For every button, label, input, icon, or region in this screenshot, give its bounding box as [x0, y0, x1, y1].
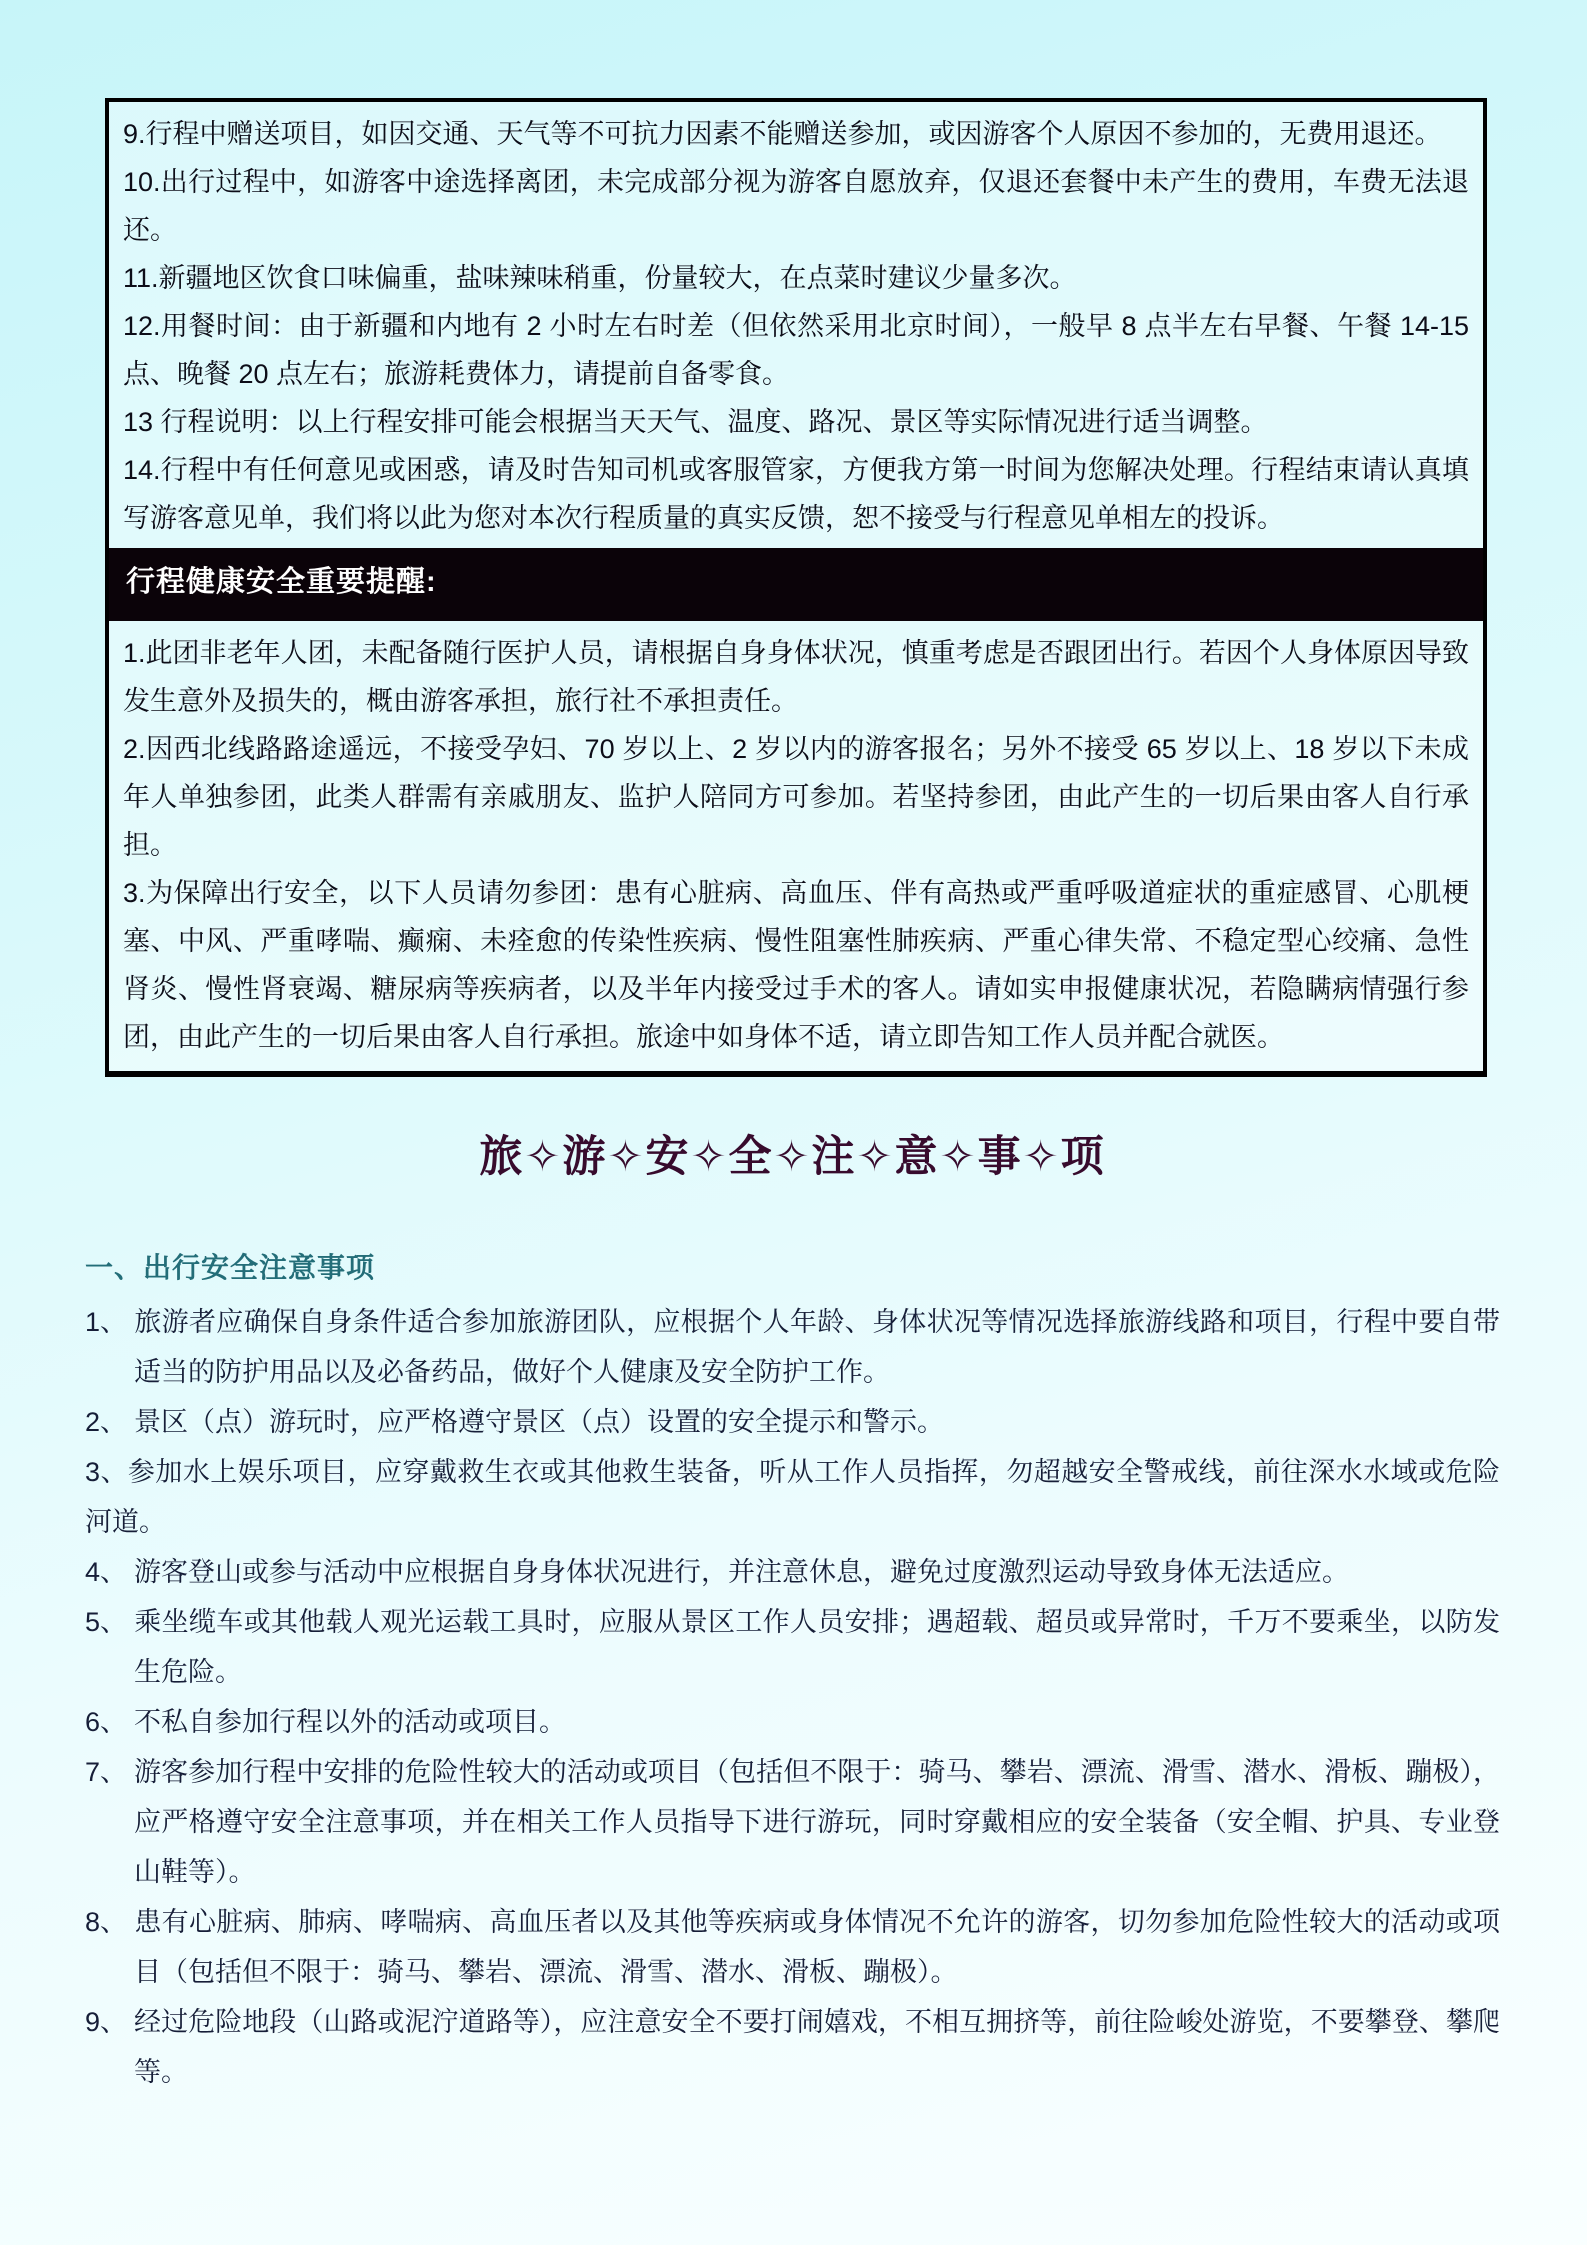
item-text: 经过危险地段（山路或泥泞道路等），应注意安全不要打闹嬉戏，不相互拥挤等，前往险峻处游览，不要攀登、攀爬等。 — [134, 2006, 1500, 2087]
notice-item — [123, 302, 1469, 398]
notice-box — [105, 98, 1487, 1077]
item-text: 不私自参加行程以外的活动或项目。 — [134, 1706, 566, 1737]
item-number: 1、 — [85, 1307, 128, 1338]
item-number: 2. — [123, 734, 146, 765]
notice-item — [123, 254, 1469, 302]
item-text: 参加水上娱乐项目，应穿戴救生衣或其他救生装备，听从工作人员指挥，勿超越安全警戒线，前往深水水域或危险河道。 — [85, 1457, 1500, 1538]
item-text: 出行过程中，如游客中途选择离团，未完成部分视为游客自愿放弃，仅退还套餐中未产生的费用，车费无法退还。 — [123, 167, 1469, 246]
item-text: 行程中赠送项目，如因交通、天气等不可抗力因素不能赠送参加，或因游客个人原因不参加的，无费用退还。 — [145, 119, 1442, 149]
health-item — [123, 725, 1469, 869]
section-heading-travel-safety: 一、出行安全注意事项 — [85, 1252, 376, 1284]
safety-item — [85, 1298, 1500, 1398]
item-text: 行程说明：以上行程安排可能会根据当天天气、温度、路况、景区等实际情况进行适当调整。 — [160, 407, 1268, 438]
item-number: 12. — [123, 311, 161, 342]
safety-notice-title: 旅✧游✧安✧全✧注✧意✧事✧项 — [479, 1133, 1106, 1182]
item-text: 用餐时间：由于新疆和内地有 2 小时左右时差（但依然采用北京时间），一般早 8 点半左右早餐、午餐 14-15 点、晚餐 20 点左右；旅游耗费体力，请提前自备零食。 — [123, 311, 1469, 390]
item-number: 14. — [123, 455, 161, 486]
item-number: 1. — [123, 638, 146, 669]
safety-item — [85, 1998, 1500, 2098]
health-reminder-header: 行程健康安全重要提醒: — [109, 548, 1483, 621]
health-item — [123, 869, 1469, 1061]
item-number: 9. — [123, 119, 146, 149]
safety-item — [85, 1398, 1500, 1448]
notice-item — [123, 110, 1469, 158]
item-text: 乘坐缆车或其他载人观光运载工具时，应服从景区工作人员安排；遇超载、超员或异常时，千万不要乘坐，以防发生危险。 — [134, 1607, 1500, 1688]
item-text: 游客参加行程中安排的危险性较大的活动或项目（包括但不限于：骑马、攀岩、漂流、滑雪、潜水、滑板、蹦极），应严格遵守安全注意事项，并在相关工作人员指导下进行游玩，同时穿戴相应的安全装备（安全帽、护具、专业登山鞋等）。 — [134, 1756, 1500, 1887]
item-number: 2、 — [85, 1407, 128, 1438]
item-text: 旅游者应确保自身条件适合参加旅游团队，应根据个人年龄、身体状况等情况选择旅游线路和项目，行程中要自带适当的防护用品以及必备药品，做好个人健康及安全防护工作。 — [134, 1307, 1500, 1388]
item-text: 患有心脏病、肺病、哮喘病、高血压者以及其他等疾病或身体情况不允许的游客，切勿参加危险性较大的活动或项目（包括但不限于：骑马、攀岩、漂流、滑雪、潜水、滑板、蹦极）。 — [134, 1906, 1500, 1987]
item-number: 3、 — [85, 1457, 128, 1488]
item-number: 10. — [123, 167, 161, 198]
safety-item — [85, 1898, 1500, 1998]
item-text: 为保障出行安全，以下人员请勿参团：患有心脏病、高血压、伴有高热或严重呼吸道症状的重症感冒、心肌梗塞、中风、严重哮喘、癫痫、未痊愈的传染性疾病、慢性阻塞性肺疾病、严重心律失常、不稳定型心绞痛、急性肾炎、慢性肾衰竭、糖尿病等疾病者，以及半年内接受过手术的客人。请如实申报健康状况，若隐瞒病情强行参团，由此产生的一切后果由客人自行承担。旅途中如身体不适，请立即告知工作人员并配合就医。 — [123, 878, 1469, 1053]
item-number: 4、 — [85, 1557, 128, 1588]
item-number: 6、 — [85, 1706, 128, 1737]
item-text: 此团非老年人团，未配备随行医护人员，请根据自身身体状况，慎重考虑是否跟团出行。若因个人身体原因导致发生意外及损失的，概由游客承担，旅行社不承担责任。 — [123, 638, 1469, 717]
item-number: 11. — [123, 263, 159, 294]
item-text: 景区（点）游玩时，应严格遵守景区（点）设置的安全提示和警示。 — [134, 1407, 944, 1438]
item-number: 3. — [123, 878, 146, 909]
safety-item — [85, 1698, 1500, 1748]
item-text: 行程中有任何意见或困惑，请及时告知司机或客服管家，方便我方第一时间为您解决处理。行程结束请认真填写游客意见单，我们将以此为您对本次行程质量的真实反馈，恕不接受与行程意见单相左的投诉。 — [123, 455, 1469, 534]
notice-item — [123, 446, 1469, 542]
health-item — [123, 629, 1469, 725]
safety-item — [85, 1448, 1500, 1548]
item-number: 9、 — [85, 2006, 128, 2037]
safety-item — [85, 1598, 1500, 1698]
item-text: 因西北线路路途遥远，不接受孕妇、70 岁以上、2 岁以内的游客报名；另外不接受 65 岁以上、18 岁以下未成年人单独参团，此类人群需有亲戚朋友、监护人陪同方可参加。若坚持参团，由此产生的一切后果由客人自行承担。 — [123, 734, 1469, 861]
health-reminder-list — [123, 629, 1469, 1061]
itinerary-notes-list — [123, 110, 1469, 542]
notice-item — [123, 158, 1469, 254]
travel-safety-list — [85, 1298, 1500, 2097]
item-text: 游客登山或参与活动中应根据自身身体状况进行，并注意休息，避免过度激烈运动导致身体无法适应。 — [134, 1557, 1349, 1588]
item-number: 8、 — [85, 1906, 128, 1937]
item-number: 13 — [123, 407, 161, 438]
item-number: 5、 — [85, 1607, 128, 1638]
safety-item — [85, 1548, 1500, 1598]
notice-item — [123, 398, 1469, 446]
item-text: 新疆地区饮食口味偏重，盐味辣味稍重，份量较大，在点菜时建议少量多次。 — [158, 263, 1077, 294]
item-number: 7、 — [85, 1756, 128, 1787]
safety-item — [85, 1748, 1500, 1898]
